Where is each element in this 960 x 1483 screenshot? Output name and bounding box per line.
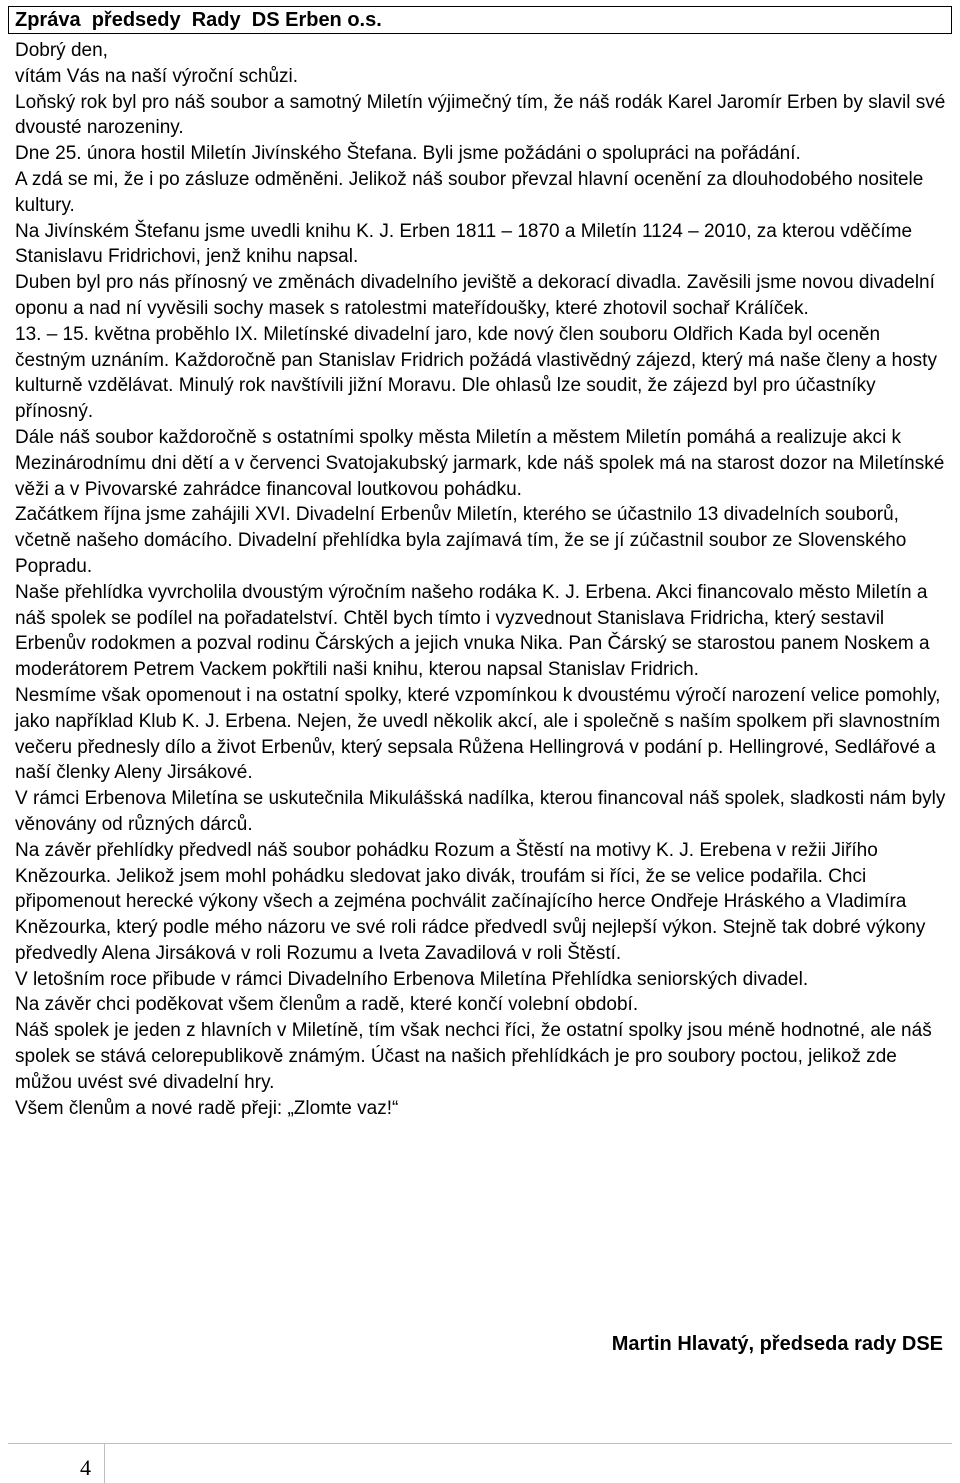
signature: Martin Hlavatý, předseda rady DSE <box>611 1333 943 1355</box>
paragraph: Dne 25. února hostil Miletín Jivínského Štefana. Byli jsme požádáni o spolupráci na pořádání. <box>15 143 801 165</box>
title-box <box>8 6 952 34</box>
paragraph: vítám Vás na naší výroční schůzi. <box>15 65 299 87</box>
paragraph: Dobrý den, <box>15 40 108 61</box>
footer-divider <box>8 1443 952 1444</box>
paragraph: V rámci Erbenova Miletína se uskutečnila Mikulášská nadílka, kterou financoval náš spolek, sladkosti nám byly věnovány od různých dárců. <box>15 788 946 835</box>
paragraph: Začátkem října jsme zahájili XVI. Divadelní Erbenův Miletín, kterého se účastnilo 13 divadelních souborů, včetně našeho domácího. Divadelní přehlídka byla zajímavá tím, že se jí zúčastnil soubor ze Slovenského Popradu. <box>15 504 907 577</box>
paragraph: Loňský rok byl pro náš soubor a samotný Miletín výjimečný tím, že náš rodák Karel Jaromír Erben by slavil své dvousté narozeniny. <box>15 91 946 139</box>
paragraph: Duben byl pro nás přínosný ve změnách divadelního jeviště a dekorací divadla. Zavěsili jsme novou divadelní oponu a nad ní vyvěsili sochy masek s ratolestmi mateřídoušky, které zhotovil sochař Králíček. <box>15 272 935 319</box>
page-number: 4 <box>80 1455 91 1480</box>
document-body <box>15 38 950 1121</box>
paragraph: Dále náš soubor každoročně s ostatními spolky města Miletín a městem Miletín pomáhá a realizuje akci k Mezinárodnímu dni dětí a v červenci Svatojakubský jarmark, kde náš spolek má na starost dozor na Miletínské věži a v Pivovarské zahrádce financoval loutkovou pohádku. <box>15 426 945 500</box>
paragraph: Nesmíme však opomenout i na ostatní spolky, které vzpomínkou k dvoustému výročí narození velice pomohly, jako například Klub K. J. Erbena. Nejen, že uvedl několik akcí, ale i společně s naším spolkem při slavnostním večeru přednesly dílo a život Erbenův, který sepsala Růžena Hellingrová v podání p. Hellingrové, Sedlářové a naší členky Aleny Jirsákové. <box>15 684 941 784</box>
paragraph: Náš spolek je jeden z hlavních v Miletíně, tím však nechci říci, že ostatní spolky jsou méně hodnotné, ale náš spolek se stává celorepublikově známým. Účast na našich přehlídkách je pro soubory poctou, jelikož zde můžou uvést své divadelní hry. <box>15 1020 932 1093</box>
footer-vertical-divider <box>104 1443 105 1483</box>
paragraph: A zdá se mi, že i po zásluze odměněni. Jelikož náš soubor převzal hlavní ocenění za dlouhodobého nositele kultury. <box>15 168 924 216</box>
paragraph: Na závěr přehlídky předvedl náš soubor pohádku Rozum a Štěstí na motivy K. J. Erebena v režii Jiřího Knězourka. Jelikož jsem mohl pohádku sledovat jako divák, troufám si říci, že se velice podařila. Chci připomenout herecké výkony všech a zejména pochválit začínajícího herce Ondřeje Hráského a Vladimíra Knězourka, který podle mého názoru ve své roli rádce předvedl svůj nejlepší výkon. Stejně tak dobré výkony předvedly Alena Jirsáková v roli Rozumu a Iveta Zavadilová v roli Štěstí. <box>15 839 926 964</box>
paragraph: Na Jivínském Štefanu jsme uvedli knihu K. J. Erben 1811 – 1870 a Miletín 1124 – 2010, za kterou vděčíme Stanislavu Fridrichovi, jenž knihu napsal. <box>15 220 913 268</box>
paragraph: V letošním roce přibude v rámci Divadelního Erbenova Miletína Přehlídka seniorských divadel. <box>15 968 809 990</box>
paragraph: 13. – 15. května proběhlo IX. Miletínské divadelní jaro, kde nový člen souboru Oldřich Kada byl oceněn čestným uznáním. Každoročně pan Stanislav Fridrich požádá vlastivědný zájezd, který má naše členy a hosty kulturně vzdělávat. Minulý rok navštívili jižní Moravu. Dle ohlasů lze soudit, že zájezd byl pro účastníky přínosný. <box>15 323 937 423</box>
paragraph: Naše přehlídka vyvrcholila dvoustým výročním našeho rodáka K. J. Erbena. Akci financovalo město Miletín a náš spolek se podílel na pořadatelství. Chtěl bych tímto i vyzvednout Stanislava Fridricha, který sestavil Erbenův rodokmen a pozval rodinu Čárských a jejich vnuka Nika. Pan Čárský se starostou panem Noskem a moderátorem Petrem Vackem pokřtili naši knihu, kterou napsal Stanislav Fridrich. <box>15 581 930 681</box>
paragraph: Na závěr chci poděkovat všem členům a radě, které končí volební období. <box>15 994 639 1016</box>
document-title: Zpráva předsedy Rady DS Erben o.s. <box>15 9 382 31</box>
paragraph: Všem členům a nové radě přeji: „Zlomte vaz!“ <box>15 1097 399 1119</box>
